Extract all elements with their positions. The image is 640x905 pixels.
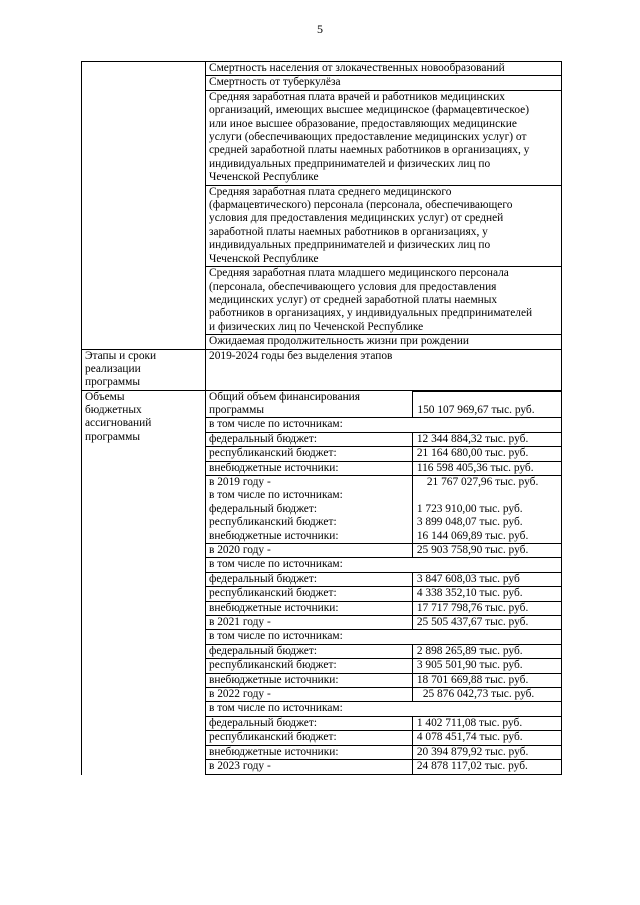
indicators-label-cell — [81, 61, 205, 349]
year-block-2019 — [206, 475, 562, 543]
fin-federal-value: 12 344 884,32 тыс. руб. — [412, 433, 561, 446]
year-republic-value: 4 078 451,74 тыс. руб. — [412, 731, 561, 744]
indicator-item: Средняя заработная плата среднего медицинского (фармацевтического) персонала (персонала, обеспечивающего условия для предоставления медицинских услуг) от средней заработной платы наемных работников в организациях, у индивидуальных предпринимателей и физических лиц по Чеченской Республике — [206, 185, 561, 266]
fin-source-label: в том числе по источникам: — [209, 489, 343, 502]
year-label: в 2019 году - — [209, 475, 271, 488]
fin-source-label: в том числе по источникам: — [209, 630, 343, 643]
fin-total-value: 150 107 969,67 тыс. руб. — [412, 391, 562, 418]
fin-extra-label: внебюджетные источники: — [209, 745, 339, 758]
fin-federal-label: федеральный бюджет: — [209, 644, 317, 657]
year-total-value: 24 878 117,02 тыс. руб. — [412, 760, 561, 773]
year-federal-value: 3 847 608,03 тыс. руб — [412, 573, 561, 586]
fin-federal-row — [206, 432, 562, 446]
fin-republic-value: 21 164 680,00 тыс. руб. — [412, 447, 561, 460]
fin-republic-row — [206, 446, 562, 460]
fin-source-label: в том числе по источникам: — [209, 418, 343, 431]
financing-cell — [205, 391, 562, 775]
fin-federal-label: федеральный бюджет: — [209, 502, 317, 515]
fin-source-header — [206, 417, 562, 431]
indicator-item: Средняя заработная плата врачей и работников медицинских организаций, имеющих высшее медицинское (фармацевтическое) или иное высшее образование, предоставляющих медицинские услуги (обеспечивающих предоставление медицинских услуг) от средней заработной платы наемных работников в организациях, у индивидуальных предпринимателей и физических лиц по Чеченской Республике — [206, 90, 561, 185]
year-republic-value: 3 899 048,07 тыс. руб. — [416, 516, 523, 529]
indicator-item: Средняя заработная плата младшего медицинского персонала (персонала, обеспечивающего условия для предоставления медицинских услуг) от средней заработной платы наемных работников в организациях, у индивидуальных предпринимателей и физических лиц по Чеченской Республике — [206, 266, 561, 334]
fin-federal-label: федеральный бюджет: — [209, 572, 317, 585]
indicator-item: Ожидаемая продолжительность жизни при рождении — [206, 334, 561, 348]
fin-extra-row — [206, 461, 562, 475]
year-republic-value: 3 905 501,90 тыс. руб. — [412, 659, 561, 672]
financing-label: Объемы бюджетных ассигнований программы — [81, 391, 205, 775]
indicators-cell — [205, 61, 562, 349]
year-federal-value: 1 723 910,00 тыс. руб. — [416, 502, 523, 515]
year-total-value: 25 903 758,90 тыс. руб. — [412, 544, 561, 557]
fin-extra-label: внебюджетные источники: — [209, 529, 339, 542]
fin-extra-label: внебюджетные источники: — [209, 673, 339, 686]
year-row-2022 — [206, 687, 562, 701]
fin-source-label: в том числе по источникам: — [209, 702, 343, 715]
year-row-2021 — [206, 615, 562, 629]
year-extra-value: 17 717 798,76 тыс. руб. — [412, 602, 561, 615]
fin-republic-label: республиканский бюджет: — [209, 587, 337, 600]
year-total-value: 25 876 042,73 тыс. руб. — [412, 688, 561, 701]
year-federal-value: 1 402 711,08 тыс. руб. — [412, 717, 561, 730]
stages-label: Этапы и сроки реализации программы — [81, 350, 205, 390]
fin-republic-label: республиканский бюджет: — [209, 447, 337, 460]
year-label: в 2023 году - — [209, 760, 271, 773]
financing-row — [81, 390, 562, 775]
year-extra-value: 18 701 669,88 тыс. руб. — [412, 674, 561, 687]
year-label: в 2022 году - — [209, 688, 271, 701]
year-extra-value: 16 144 069,89 тыс. руб. — [416, 529, 529, 542]
year-total-value: 21 767 027,96 тыс. руб. — [426, 475, 539, 488]
fin-extra-value: 116 598 405,36 тыс. руб. — [412, 462, 561, 475]
fin-republic-label: республиканский бюджет: — [209, 659, 337, 672]
year-row-2020 — [206, 543, 562, 557]
fin-source-label: в том числе по источникам: — [209, 558, 343, 571]
fin-total-row — [206, 391, 562, 418]
page-number: 5 — [317, 22, 323, 36]
year-label: в 2021 году - — [209, 616, 271, 629]
stages-value: 2019-2024 годы без выделения этапов — [205, 350, 562, 390]
year-total-value: 25 505 437,67 тыс. руб. — [412, 616, 561, 629]
fin-republic-label: республиканский бюджет: — [209, 516, 337, 529]
fin-total-label: Общий объем финансирования программы — [209, 390, 361, 416]
fin-federal-label: федеральный бюджет: — [209, 432, 317, 445]
fin-extra-label: внебюджетные источники: — [209, 461, 339, 474]
fin-extra-label: внебюджетные источники: — [209, 601, 339, 614]
year-republic-value: 4 338 352,10 тыс. руб. — [412, 587, 561, 600]
indicator-item: Смертность от туберкулёза — [206, 75, 561, 89]
year-row-2023 — [206, 759, 562, 774]
year-federal-value: 2 898 265,89 тыс. руб. — [412, 645, 561, 658]
year-extra-value: 20 394 879,92 тыс. руб. — [412, 746, 561, 759]
passport-table — [81, 61, 562, 775]
indicator-item: Смертность населения от злокачественных новообразований — [206, 61, 561, 75]
fin-federal-label: федеральный бюджет: — [209, 716, 317, 729]
fin-republic-label: республиканский бюджет: — [209, 731, 337, 744]
indicators-row — [81, 61, 562, 349]
stages-row — [81, 349, 562, 390]
year-label: в 2020 году - — [209, 544, 271, 556]
